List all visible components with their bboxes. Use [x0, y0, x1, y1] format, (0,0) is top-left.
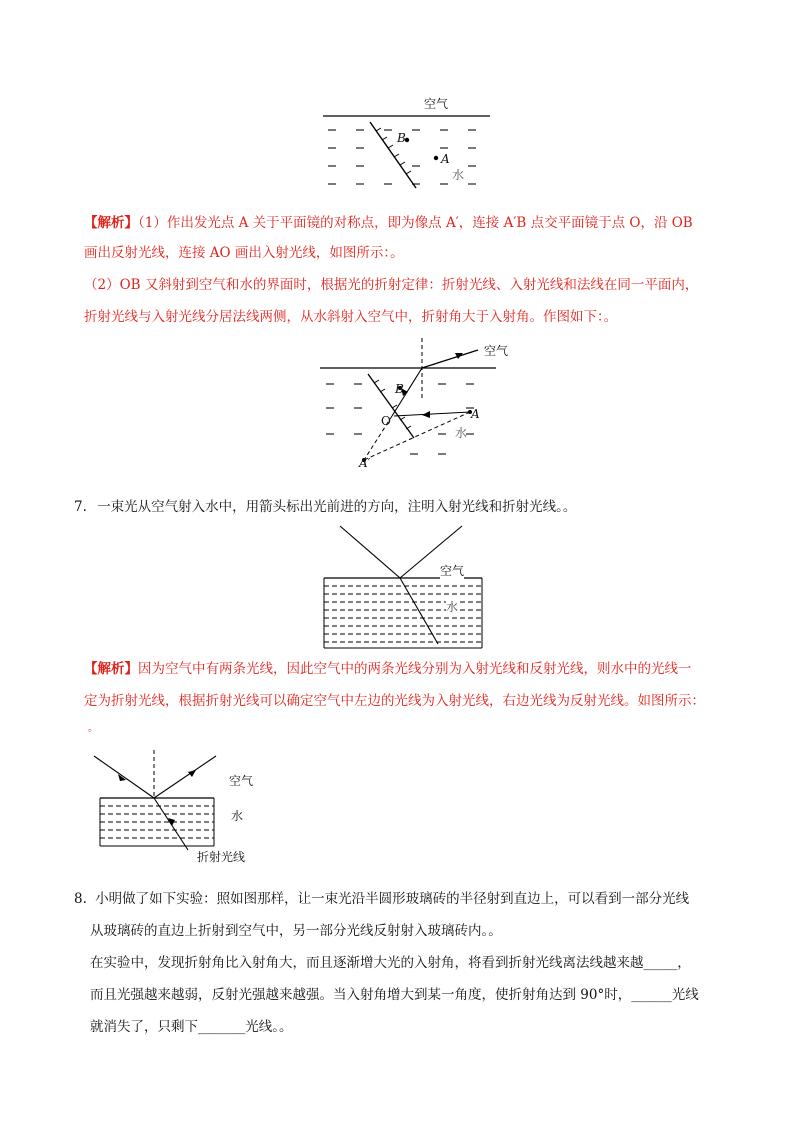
q7-text: 一束光从空气射入水中，用箭头标出光前进的方向，注明入射光线和折射光线。。 — [97, 499, 577, 515]
fig3-water-label: 水 — [446, 600, 459, 614]
figure-two-rays — [322, 524, 490, 652]
point-a-dot — [434, 156, 438, 160]
answer6-part1-line1: （1）作出发光点 A 关于平面镜的对称点，即为像点 A′，连接 A′B 点交平面镜于点 O，沿 OB — [138, 215, 693, 231]
fig2-air-label: 空气 — [484, 344, 509, 358]
answer6-line2: 画出反射光线，连接 AO 画出入射光线，如图所示：。 — [84, 245, 404, 261]
answer7-line3: 。 — [88, 723, 98, 734]
incident-ray — [394, 412, 470, 416]
answer6-line3: （2）OB 又斜射到空气和水的界面时，根据光的折射定律：折射光线、入射光线和法线在同一平面内， — [84, 277, 699, 293]
fig1-point-b: B — [397, 131, 406, 145]
question-7 — [74, 498, 576, 516]
fig3-air-label: 空气 — [440, 564, 465, 578]
q8-number: 8. — [74, 891, 87, 907]
answer7-line2: 定为折射光线，根据折射光线可以确定空气中左边的光线为入射光线，右边光线为反射光线。如图所示： — [84, 693, 705, 709]
fig1-water-label: 水 — [452, 168, 465, 182]
answer6-line4: 折射光线与入射光线分居法线两侧，从水斜射入空气中，折射角大于入射角。作图如下：。 — [84, 309, 618, 325]
q8-text-line1: 小明做了如下实验：照如图那样，让一束光沿半圆形玻璃砖的半径射到直边上，可以看到一部分光线 — [95, 891, 690, 907]
figure-mirror-water — [318, 88, 498, 196]
answer7-text-line1: 因为空气中有两条光线，因此空气中的两条光线分别为入射光线和反射光线，则水中的光线一 — [138, 661, 692, 677]
fig4-refracted-label: 折射光线 — [197, 850, 246, 864]
figure-reflection-refraction — [318, 336, 503, 472]
fig1-air-label: 空气 — [424, 97, 449, 111]
question-8-line4: 而且光强越来越弱，反射光强越来越强。当入射角增大到某一角度，使折射角达到 90°时，______光线 — [90, 987, 699, 1003]
fig2-point-a: A — [471, 407, 480, 421]
fig4-water-label: 水 — [231, 809, 244, 823]
answer7-line1 — [84, 660, 692, 678]
answer7-tag: 【解析】 — [84, 661, 138, 677]
question-8-line2: 从玻璃砖的直边上折射到空气中，另一部分光线反射射入玻璃砖内。。 — [90, 923, 502, 939]
q7-number: 7. — [74, 499, 87, 515]
fig2-point-b: B — [395, 382, 404, 396]
fig4-air-label: 空气 — [229, 774, 254, 788]
answer6-line1 — [84, 214, 693, 232]
fig2-water-label: 水 — [455, 426, 468, 440]
answer6-tag: 【解析】 — [84, 215, 138, 231]
fig1-point-a: A — [441, 152, 450, 166]
fig2-point-o: O — [381, 414, 391, 428]
mirror-line — [370, 122, 416, 188]
question-8-line3: 在实验中，发现折射角比入射角大，而且逐渐增大光的入射角，将看到折射光线离法线越来越_____， — [90, 955, 691, 971]
fig2-point-a-prime: A′ — [359, 456, 371, 470]
refracted-ray — [422, 350, 478, 368]
question-8-line1 — [74, 890, 689, 908]
question-8-line5: 就消失了，只剩下_______光线。。 — [90, 1019, 293, 1035]
